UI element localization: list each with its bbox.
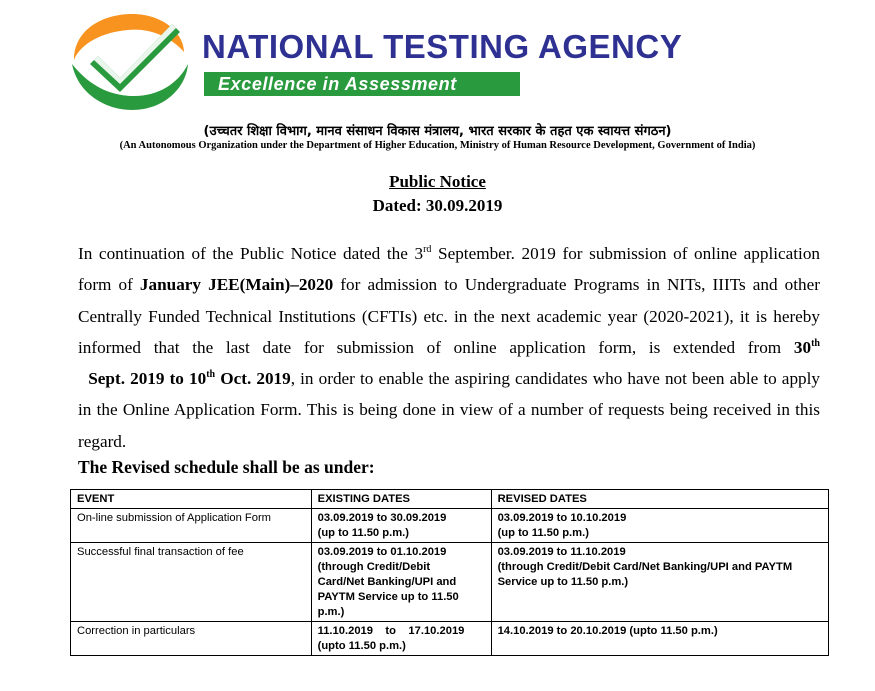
column-header-existing-dates: EXISTING DATES — [311, 490, 491, 509]
cell-line: (through Credit/Debit Card/Net Banking/UPI and PAYTM — [497, 561, 793, 573]
table-row — [71, 509, 829, 543]
event-cell: On-line submission of Application Form — [71, 509, 312, 543]
notice-title: Public Notice — [389, 172, 486, 191]
column-header-revised-dates: REVISED DATES — [491, 490, 828, 509]
letterhead — [0, 0, 875, 112]
cell-line: Service up to 11.50 p.m.) — [497, 576, 629, 588]
date-part: 30 — [793, 337, 812, 357]
cell-line: Card/Net Banking/UPI and — [317, 576, 457, 588]
revised-dates-cell — [491, 622, 828, 656]
table-row — [71, 543, 829, 622]
superscript: th — [811, 337, 820, 349]
body-text-segment: for admission to Undergraduate Programs in NITs, IIITs and other Centrally Funded Technical Institutions (CFTIs) etc. in the next academic year (2020-2021), it is hereby informed that the last date for submission of online application form, is extended from — [78, 275, 820, 357]
body-text-segment: , in order to enable the aspiring candidates who have not been able to apply in the Online Application Form. This is being done in view of a number of requests being received in this regard. — [78, 369, 820, 451]
cell-line: (up to 11.50 p.m.) — [497, 527, 589, 539]
schedule-heading: The Revised schedule shall be as under: — [78, 457, 375, 477]
existing-dates-cell — [311, 543, 491, 622]
revised-dates-cell — [491, 543, 828, 622]
superscript: th — [206, 369, 216, 381]
event-cell: Successful final transaction of fee — [71, 543, 312, 622]
table-row — [71, 622, 829, 656]
cell-line: p.m.) — [317, 606, 345, 618]
cell-line: 03.09.2019 to 30.09.2019 — [317, 512, 447, 524]
cell-line: 03.09.2019 to 01.10.2019 — [317, 546, 447, 558]
body-text-segment: In continuation of the Public Notice dated the 3 — [78, 244, 424, 263]
cell-line: 14.10.2019 to 20.10.2019 (upto 11.50 p.m.) — [497, 625, 718, 637]
superscript: rd — [423, 244, 432, 255]
nta-logo-icon — [68, 12, 192, 112]
revised-dates-cell — [491, 509, 828, 543]
existing-dates-cell — [311, 509, 491, 543]
schedule-table — [70, 489, 829, 656]
cell-line: 11.10.2019 to 17.10.2019 — [317, 625, 465, 637]
existing-dates-cell — [311, 622, 491, 656]
tagline: Excellence in Assessment — [204, 72, 520, 96]
cell-line: (through Credit/Debit — [317, 561, 431, 573]
cell-line: (upto 11.50 p.m.) — [317, 640, 406, 652]
cell-line: (up to 11.50 p.m.) — [317, 527, 409, 539]
cell-line: 03.09.2019 to 10.10.2019 — [497, 512, 627, 524]
notice-date: Dated: 30.09.2019 — [372, 196, 503, 215]
english-subtitle: (An Autonomous Organization under the Department of Higher Education, Ministry of Human Resource Development, Government of India) — [119, 140, 756, 151]
cell-line: 03.09.2019 to 11.10.2019 — [497, 546, 626, 558]
date-part: Oct. 2019 — [215, 369, 291, 389]
date-part: Sept. 2019 to 10 — [78, 369, 207, 389]
org-name: NATIONAL TESTING AGENCY — [202, 28, 683, 65]
exam-name: January JEE(Main)–2020 — [139, 275, 334, 295]
cell-line: PAYTM Service up to 11.50 — [317, 591, 459, 603]
notice-body-paragraph — [78, 238, 820, 457]
body-text-segment: September. 2019 for submission of online application form of — [78, 244, 821, 295]
event-cell: Correction in particulars — [71, 622, 312, 656]
column-header-event: EVENT — [71, 490, 312, 509]
table-header-row — [71, 490, 829, 509]
hindi-subtitle: (उच्चतर शिक्षा विभाग, मानव संसाधन विकास मंत्रालय, भारत सरकार के तहत एक स्वायत्त संगठन) — [203, 124, 672, 139]
